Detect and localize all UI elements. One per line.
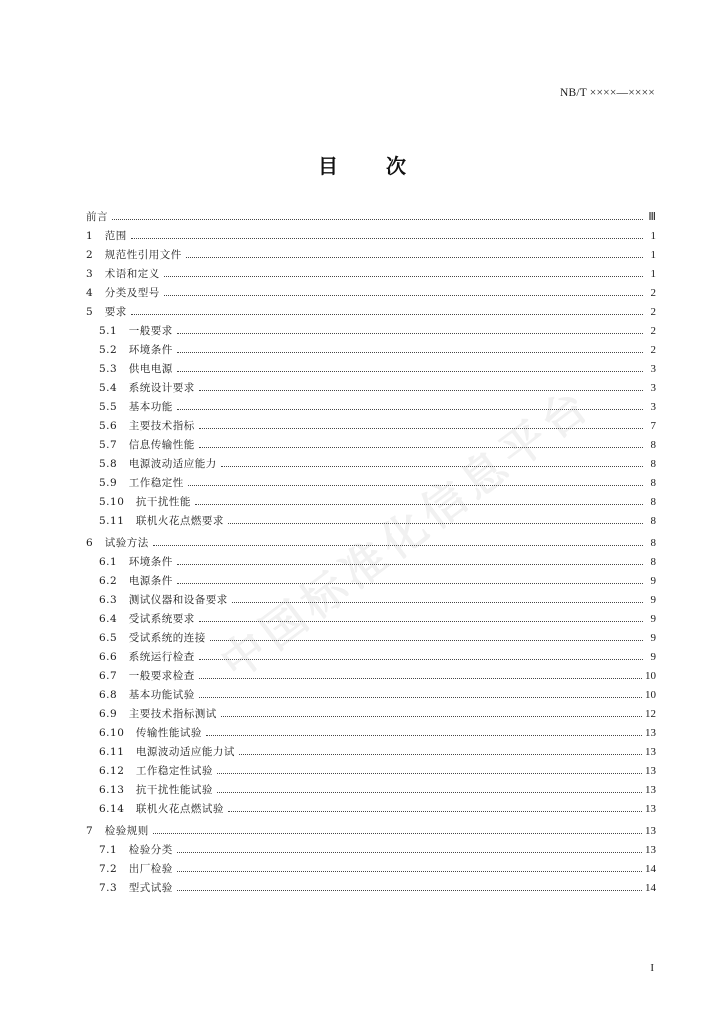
toc-leader-dots: [153, 544, 643, 546]
toc-entry-page: 1: [650, 267, 656, 280]
toc-entry-title: 7.2 出厂检验: [99, 863, 173, 875]
toc-list: [86, 207, 656, 897]
toc-entry-title: 6.4 受试系统要求: [99, 613, 195, 625]
toc-entry-title: 1 范围: [86, 230, 127, 242]
toc-leader-dots: [206, 734, 642, 736]
toc-entry-page: 12: [645, 707, 656, 720]
toc-entry-page: 1: [650, 248, 656, 261]
toc-entry-page: 8: [650, 555, 656, 568]
toc-entry[interactable]: [86, 454, 656, 473]
toc-entry-title: 5.8 电源波动适应能力: [99, 458, 217, 470]
toc-entry-page: 9: [650, 574, 656, 587]
toc-entry[interactable]: [86, 799, 656, 818]
toc-entry-page: 13: [645, 843, 656, 856]
toc-entry-title: 6.5 受试系统的连接: [99, 632, 206, 644]
toc-entry-page: 8: [650, 476, 656, 489]
toc-entry[interactable]: [86, 761, 656, 780]
toc-entry-title: 6.13 抗干扰性能试验: [99, 784, 213, 796]
toc-entry-title: 前言: [86, 211, 108, 223]
toc-leader-dots: [177, 870, 642, 872]
toc-entry-page: Ⅲ: [648, 211, 656, 223]
toc-entry-title: 6.14 联机火花点燃试验: [99, 803, 224, 815]
toc-entry[interactable]: [86, 878, 656, 897]
page-title: 目次: [318, 154, 454, 178]
toc-leader-dots: [217, 772, 642, 774]
toc-entry-page: 8: [650, 438, 656, 451]
toc-entry-title: 5.1 一般要求: [99, 325, 173, 337]
toc-entry[interactable]: [86, 840, 656, 859]
toc-entry-title: 3 术语和定义: [86, 268, 160, 280]
toc-leader-dots: [199, 427, 643, 429]
toc-leader-dots: [177, 332, 643, 334]
toc-entry-title: 5.11 联机火花点燃要求: [99, 515, 224, 527]
toc-entry[interactable]: [86, 704, 656, 723]
toc-leader-dots: [199, 446, 643, 448]
toc-leader-dots: [177, 351, 643, 353]
toc-leader-dots: [217, 791, 642, 793]
toc-leader-dots: [164, 275, 643, 277]
toc-leader-dots: [199, 389, 643, 391]
toc-entry-page: 7: [650, 419, 656, 432]
toc-leader-dots: [199, 658, 643, 660]
toc-leader-dots: [199, 677, 642, 679]
toc-leader-dots: [177, 370, 643, 372]
toc-entry[interactable]: [86, 666, 656, 685]
toc-entry-title: 5.3 供电电源: [99, 363, 173, 375]
toc-leader-dots: [112, 218, 643, 220]
toc-entry-title: 6.3 测试仪器和设备要求: [99, 594, 228, 606]
toc-entry[interactable]: [86, 321, 656, 340]
toc-leader-dots: [221, 715, 642, 717]
toc-entry-page: 10: [645, 688, 656, 701]
toc-entry-title: 5.9 工作稳定性: [99, 477, 184, 489]
toc-leader-dots: [195, 503, 643, 505]
toc-entry-title: 6.7 一般要求检查: [99, 670, 195, 682]
toc-entry[interactable]: [86, 340, 656, 359]
toc-entry-title: 5.5 基本功能: [99, 401, 173, 413]
toc-entry-title: 5 要求: [86, 306, 127, 318]
toc-entry[interactable]: [86, 226, 656, 245]
toc-entry-title: 6.11 电源波动适应能力试: [99, 746, 235, 758]
toc-entry-page: 13: [645, 726, 656, 739]
toc-entry[interactable]: [86, 533, 656, 552]
toc-leader-dots: [232, 601, 643, 603]
toc-entry-title: 5.4 系统设计要求: [99, 382, 195, 394]
toc-entry[interactable]: [86, 571, 656, 590]
toc-leader-dots: [228, 810, 642, 812]
toc-entry-page: 1: [650, 229, 656, 242]
toc-entry[interactable]: [86, 378, 656, 397]
toc-entry[interactable]: [86, 283, 656, 302]
toc-entry-title: 7.3 型式试验: [99, 882, 173, 894]
toc-entry[interactable]: [86, 590, 656, 609]
toc-leader-dots: [177, 582, 643, 584]
toc-leader-dots: [131, 313, 643, 315]
toc-entry-page: 13: [645, 764, 656, 777]
toc-entry-title: 6.8 基本功能试验: [99, 689, 195, 701]
standard-code: NB/T ××××—××××: [559, 87, 655, 99]
toc-leader-dots: [186, 256, 643, 258]
toc-entry[interactable]: [86, 742, 656, 761]
toc-entry-page: 3: [650, 362, 656, 375]
toc-entry-page: 13: [645, 783, 656, 796]
toc-entry-page: 10: [645, 669, 656, 682]
toc-entry[interactable]: [86, 780, 656, 799]
toc-entry-page: 8: [650, 536, 656, 549]
toc-entry-title: 5.10 抗干扰性能: [99, 496, 191, 508]
toc-entry-page: 2: [650, 343, 656, 356]
toc-entry-page: 9: [650, 650, 656, 663]
toc-entry-title: 4 分类及型号: [86, 287, 160, 299]
toc-entry[interactable]: [86, 359, 656, 378]
toc-entry-title: 5.2 环境条件: [99, 344, 173, 356]
toc-leader-dots: [228, 522, 643, 524]
toc-entry[interactable]: [86, 647, 656, 666]
page-number: I: [650, 962, 654, 974]
toc-entry-title: 6.6 系统运行检查: [99, 651, 195, 663]
toc-entry-title: 7 检验规则: [86, 825, 149, 837]
watermark: 中国标准化信息平台: [211, 377, 602, 690]
toc-leader-dots: [177, 408, 643, 410]
toc-entry-page: 8: [650, 495, 656, 508]
toc-entry[interactable]: [86, 473, 656, 492]
toc-entry[interactable]: [86, 302, 656, 321]
toc-entry-page: 2: [650, 286, 656, 299]
toc-entry[interactable]: [86, 435, 656, 454]
toc-entry[interactable]: [86, 609, 656, 628]
toc-entry[interactable]: [86, 416, 656, 435]
toc-leader-dots: [199, 620, 643, 622]
toc-entry-title: 5.6 主要技术指标: [99, 420, 195, 432]
toc-entry[interactable]: [86, 723, 656, 742]
toc-entry-title: 6.2 电源条件: [99, 575, 173, 587]
toc-entry[interactable]: [86, 859, 656, 878]
toc-entry-page: 3: [650, 400, 656, 413]
toc-entry-page: 14: [645, 881, 656, 894]
toc-entry-title: 6.1 环境条件: [99, 556, 173, 568]
toc-leader-dots: [131, 237, 643, 239]
toc-leader-dots: [221, 465, 643, 467]
toc-leader-dots: [153, 832, 642, 834]
toc-entry[interactable]: [86, 207, 656, 226]
toc-entry-page: 9: [650, 631, 656, 644]
toc-entry-title: 6.12 工作稳定性试验: [99, 765, 213, 777]
toc-leader-dots: [164, 294, 643, 296]
toc-leader-dots: [177, 851, 642, 853]
toc-entry[interactable]: [86, 245, 656, 264]
toc-entry[interactable]: [86, 492, 656, 511]
toc-entry-page: 2: [650, 305, 656, 318]
toc-entry[interactable]: [86, 552, 656, 571]
toc-entry-page: 2: [650, 324, 656, 337]
toc-entry[interactable]: [86, 264, 656, 283]
toc-entry-title: 6.10 传输性能试验: [99, 727, 202, 739]
toc-leader-dots: [177, 889, 642, 891]
toc-leader-dots: [199, 696, 642, 698]
toc-leader-dots: [177, 563, 643, 565]
toc-entry[interactable]: [86, 685, 656, 704]
toc-leader-dots: [188, 484, 643, 486]
toc-entry-title: 2 规范性引用文件: [86, 249, 182, 261]
toc-entry[interactable]: [86, 397, 656, 416]
toc-entry-page: 13: [645, 745, 656, 758]
toc-leader-dots: [210, 639, 643, 641]
toc-entry[interactable]: [86, 628, 656, 647]
toc-entry-title: 7.1 检验分类: [99, 844, 173, 856]
toc-entry-page: 8: [650, 457, 656, 470]
toc-entry-page: 13: [645, 802, 656, 815]
toc-entry-page: 14: [645, 862, 656, 875]
toc-entry-page: 8: [650, 514, 656, 527]
toc-entry-page: 3: [650, 381, 656, 394]
toc-entry-page: 9: [650, 593, 656, 606]
toc-entry[interactable]: [86, 821, 656, 840]
toc-entry[interactable]: [86, 511, 656, 530]
toc-entry-page: 13: [645, 824, 656, 837]
toc-leader-dots: [239, 753, 642, 755]
toc-entry-title: 5.7 信息传输性能: [99, 439, 195, 451]
toc-entry-title: 6 试验方法: [86, 537, 149, 549]
toc-entry-title: 6.9 主要技术指标测试: [99, 708, 217, 720]
toc-entry-page: 9: [650, 612, 656, 625]
